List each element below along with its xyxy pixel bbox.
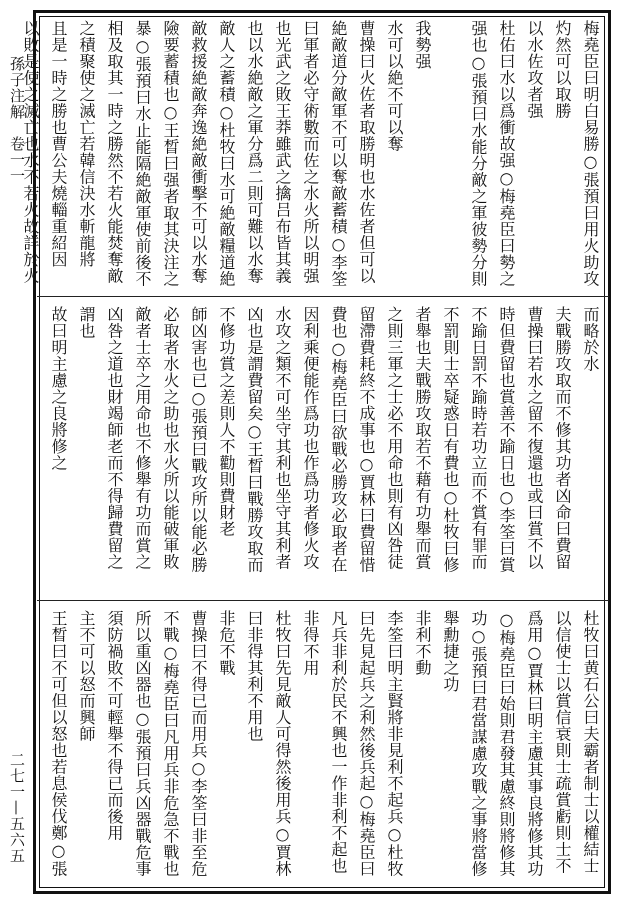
text-column: 杜牧曰黄石公曰夫霸者制士以權結士 bbox=[581, 610, 600, 874]
text-column: 杜佑曰水以爲衝故强○梅堯臣曰勢之 bbox=[497, 20, 516, 287]
section-middle bbox=[44, 306, 604, 596]
text-column: 曰先見起兵之利然後兵起○梅堯臣曰 bbox=[357, 610, 376, 877]
text-column: 費也○梅堯臣曰欲戰必勝攻必取者在 bbox=[329, 306, 348, 573]
text-column: 以信使士以賞信衰則士疏賞虧則士不 bbox=[553, 610, 572, 874]
text-column: 也以水絶敵之軍分爲二則可難以水奪 bbox=[245, 20, 264, 284]
text-columns bbox=[44, 306, 604, 596]
section-top bbox=[21, 20, 604, 292]
text-column: 不修功賞之差則人不勸則費財老 bbox=[217, 306, 236, 537]
text-column: 爲用○賈林曰明主慮其事良將修其功 bbox=[525, 610, 544, 877]
text-column: 者舉也夫戰勝攻取若不藉有功舉而賞 bbox=[413, 306, 432, 570]
text-column: 曹操曰若水之留不復還也或曰賞不以 bbox=[525, 306, 544, 570]
text-column: 以敗是使之滅亡也水不若火故詳於火 bbox=[21, 20, 40, 284]
text-column: 絶敵道分敵軍不可以奪敵蓄積○李筌 bbox=[329, 20, 348, 287]
text-column: 功○張預曰君當謀慮攻戰之事將當修 bbox=[469, 610, 488, 877]
text-column: 强也○張預曰水能分敵之軍彼勢分則 bbox=[469, 20, 488, 287]
text-columns bbox=[21, 20, 604, 292]
text-column: 凡兵非利於民不興也一作非利不起也 bbox=[329, 610, 348, 874]
text-column: 必取者水火之助也水火所以能破軍敗 bbox=[161, 306, 180, 570]
text-column: 險要蓄積也○王晳曰强者取其決注之 bbox=[161, 20, 180, 287]
text-column: 曰軍者必守術數而佐之水火所以明强 bbox=[301, 20, 320, 284]
text-column: 杜牧曰先見敵人可得然後用兵○賈林 bbox=[273, 610, 292, 877]
text-column: 師凶害也已○張預曰戰攻所以能必勝 bbox=[189, 306, 208, 573]
text-column: 梅堯臣曰明白易勝○張預曰用火助攻 bbox=[581, 20, 600, 287]
text-column: 非利不動 bbox=[413, 610, 432, 676]
text-column: 不戰○梅堯臣曰凡用兵非危急不戰也 bbox=[161, 610, 180, 877]
text-column: 非得不用 bbox=[301, 610, 320, 676]
text-column: 非危不戰 bbox=[217, 610, 236, 676]
text-column: 凶咎之道也財竭師老而不得歸費留之 bbox=[105, 306, 124, 570]
text-column: 水攻之類不可坐守其利也坐守其利者 bbox=[273, 306, 292, 570]
section-bottom bbox=[44, 610, 604, 888]
text-column: 而略於水 bbox=[581, 306, 600, 372]
text-column: 曰非得其利不用也 bbox=[245, 610, 264, 742]
section-divider-2 bbox=[37, 600, 609, 601]
text-column: 曹操曰火佐者取勝明也水佐者但可以 bbox=[357, 20, 376, 284]
text-column: 時但費留也賞善不踰日也○李筌曰賞 bbox=[497, 306, 516, 573]
text-column: 因利乘便能作爲功也作爲功者修火攻 bbox=[301, 306, 320, 570]
text-column: 所以重凶器也○張預曰兵凶器戰危事 bbox=[133, 610, 152, 877]
page-number: 二七一—五六五 bbox=[8, 752, 26, 864]
text-column: 不罰則士卒疑惑日有費也○杜牧曰修 bbox=[441, 306, 460, 573]
text-columns bbox=[44, 610, 604, 888]
text-column: 灼然可以取勝 bbox=[553, 20, 572, 119]
text-column: 相及取其一時之勝然不若火能焚奪敵 bbox=[105, 20, 124, 284]
text-column: 留滯費耗終不成事也○賈林曰費留惜 bbox=[357, 306, 376, 573]
text-column: 故曰明主慮之良將修之 bbox=[49, 306, 68, 471]
text-column: 之積聚使之滅亡若韓信決水斬龍將 bbox=[77, 20, 96, 268]
text-column: 且是一時之勝也曹公夫燒輜重紹因 bbox=[49, 20, 68, 268]
text-column: 舉勳捷之功 bbox=[441, 610, 460, 693]
book-title: 孫子注解 卷一一 bbox=[8, 56, 26, 184]
text-column: 水可以絶不可以奪 bbox=[385, 20, 404, 152]
text-column: 謂也 bbox=[77, 306, 96, 339]
text-column: 凶也是謂費留矣○王晳曰戰勝攻取而 bbox=[245, 306, 264, 573]
text-column: 李筌曰明主賢將非見利不起兵○杜牧 bbox=[385, 610, 404, 877]
text-column: ○梅堯臣曰始則君發其慮終則將修其 bbox=[497, 610, 516, 877]
text-column: 敵人之蓄積○杜牧曰水可絶敵糧道絶 bbox=[217, 20, 236, 287]
text-column: 夫戰勝攻取而不修其功者凶命曰費留 bbox=[553, 306, 572, 570]
text-column: 我勢强 bbox=[413, 20, 432, 70]
text-column: 不踰日罰不踰時若功立而不賞有罪而 bbox=[469, 306, 488, 570]
text-column: 也光武之敗王莽雖武之擒吕布皆其義 bbox=[273, 20, 292, 284]
text-column: 暴○張預曰水止能隔絶敵軍使前後不 bbox=[133, 20, 152, 287]
text-column: 敵救援絶敵奔逸絶敵衝擊不可以水奪 bbox=[189, 20, 208, 284]
text-column: 之則三軍之士必不用命也則有凶咎徒 bbox=[385, 306, 404, 570]
text-column: 曹操曰不得已而用兵○李筌曰非至危 bbox=[189, 610, 208, 877]
text-column: 王晳曰不可但以怒也若息侯伐鄭○張 bbox=[49, 610, 68, 877]
section-divider-1 bbox=[37, 296, 609, 297]
text-column: 主不可以怒而興師 bbox=[77, 610, 96, 742]
text-column: 須防禍敗不可輕舉不得已而後用 bbox=[105, 610, 124, 841]
text-column: 以水佐攻者强 bbox=[525, 20, 544, 119]
text-column: 敵者士卒之用命也不修舉有功而賞之 bbox=[133, 306, 152, 570]
